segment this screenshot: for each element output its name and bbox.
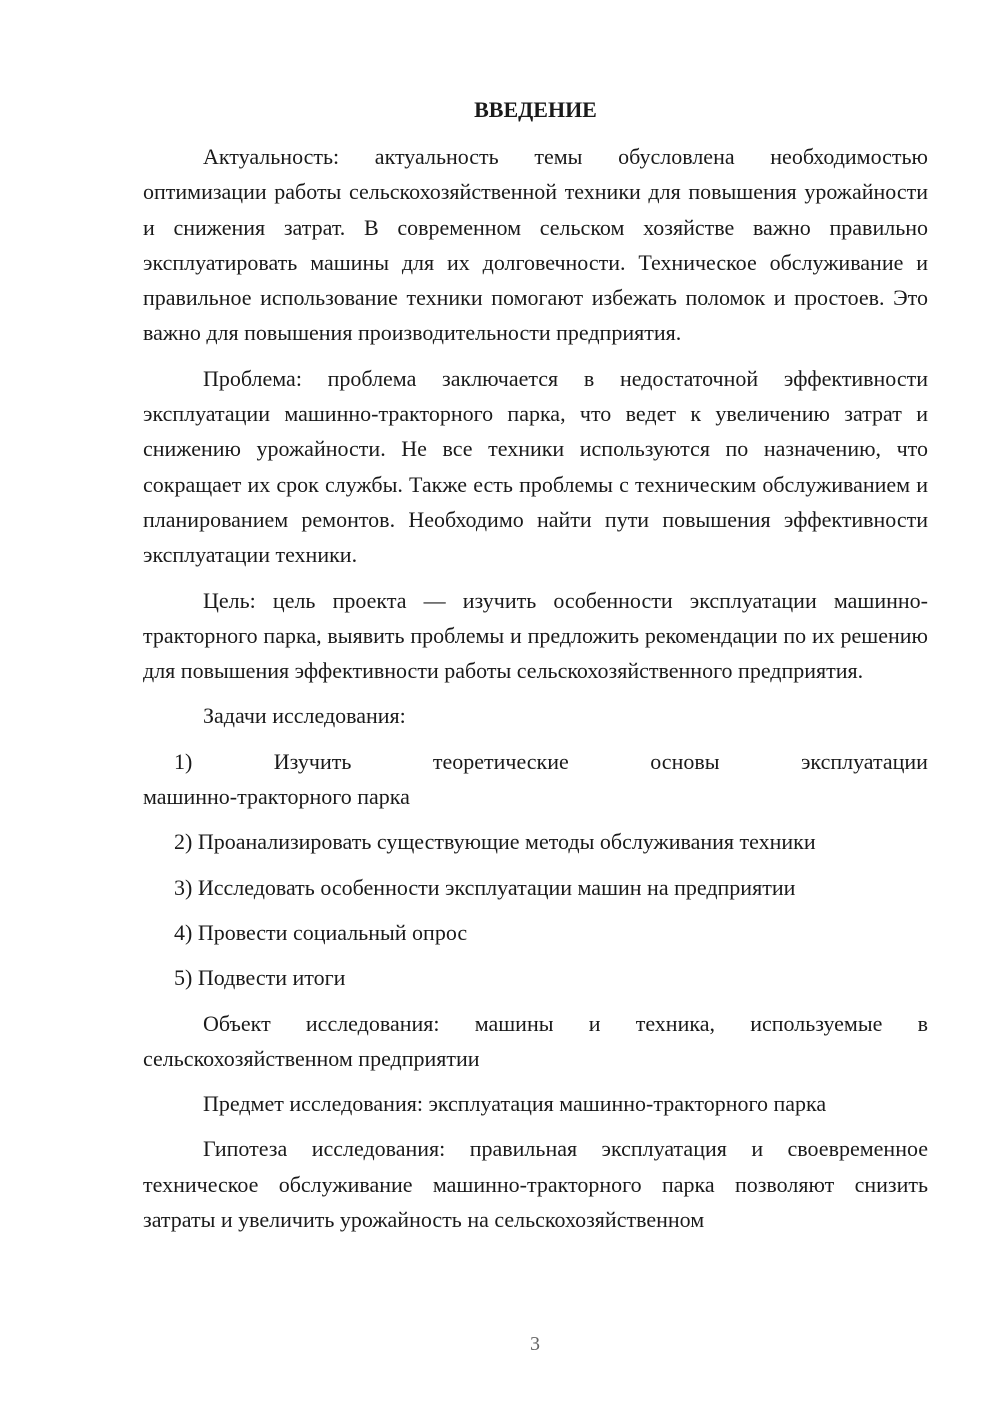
document-page <box>143 92 928 1237</box>
paragraph-relevance: Актуальность: актуальность темы обусловлена необходимостью оптимизации работы сельскохозяйственной техники для повышения урожайности и снижения затрат. В современном сельском хозяйстве важно правильно эксплуатировать машины для их долговечности. Техническое обслуживание и правильное использование техники помогают избежать поломок и простоев. Это важно для повышения производительности предприятия. <box>143 144 928 346</box>
task-1-word: 1) <box>174 748 193 774</box>
tasks-heading: Задачи исследования: <box>203 703 406 729</box>
task-1-word: теоретические <box>432 748 569 774</box>
task-item-1-first-line <box>143 744 928 779</box>
paragraph-object: Объект исследования: машины и техника, используемые в сельскохозяйственном предприятии <box>143 1010 928 1071</box>
paragraph-hypothesis: Гипотеза исследования: правильная эксплуатация и своевременное техническое обслуживание машинно-тракторного парка позволяют снизить затраты и увеличить урожайность на сельскохозяйственном <box>143 1136 928 1233</box>
task-1-word: основы <box>650 748 720 774</box>
task-item-1 <box>143 744 928 815</box>
paragraph-subject: Предмет исследования: эксплуатация машинно-тракторного парка <box>203 1091 827 1117</box>
task-item-3: 3) Исследовать особенности эксплуатации машин на предприятии <box>174 874 796 900</box>
task-1-word: Изучить <box>273 748 352 774</box>
page-title: ВВЕДЕНИЕ <box>474 97 597 122</box>
paragraph-goal: Цель: цель проекта — изучить особенности эксплуатации машинно-тракторного парка, выявить проблемы и предложить рекомендации по их решению для повышения эффективности работы сельскохозяйственного предприятия. <box>143 587 928 684</box>
paragraph-problem: Проблема: проблема заключается в недостаточной эффективности эксплуатации машинно-тракторного парка, что ведет к увеличению затрат и снижению урожайности. Не все техники используются по назначению, что сокращает их срок службы. Также есть проблемы с техническим обслуживанием и планированием ремонтов. Необходимо найти пути повышения эффективности эксплуатации техники. <box>143 365 928 568</box>
page-number: 3 <box>530 1333 540 1355</box>
task-item-2: 2) Проанализировать существующие методы обслуживания техники <box>174 829 816 855</box>
task-item-1-continuation: машинно-тракторного парка <box>143 784 410 810</box>
task-item-4: 4) Провести социальный опрос <box>174 919 468 945</box>
task-item-5: 5) Подвести итоги <box>174 965 346 991</box>
task-1-word: эксплуатации <box>800 748 928 774</box>
